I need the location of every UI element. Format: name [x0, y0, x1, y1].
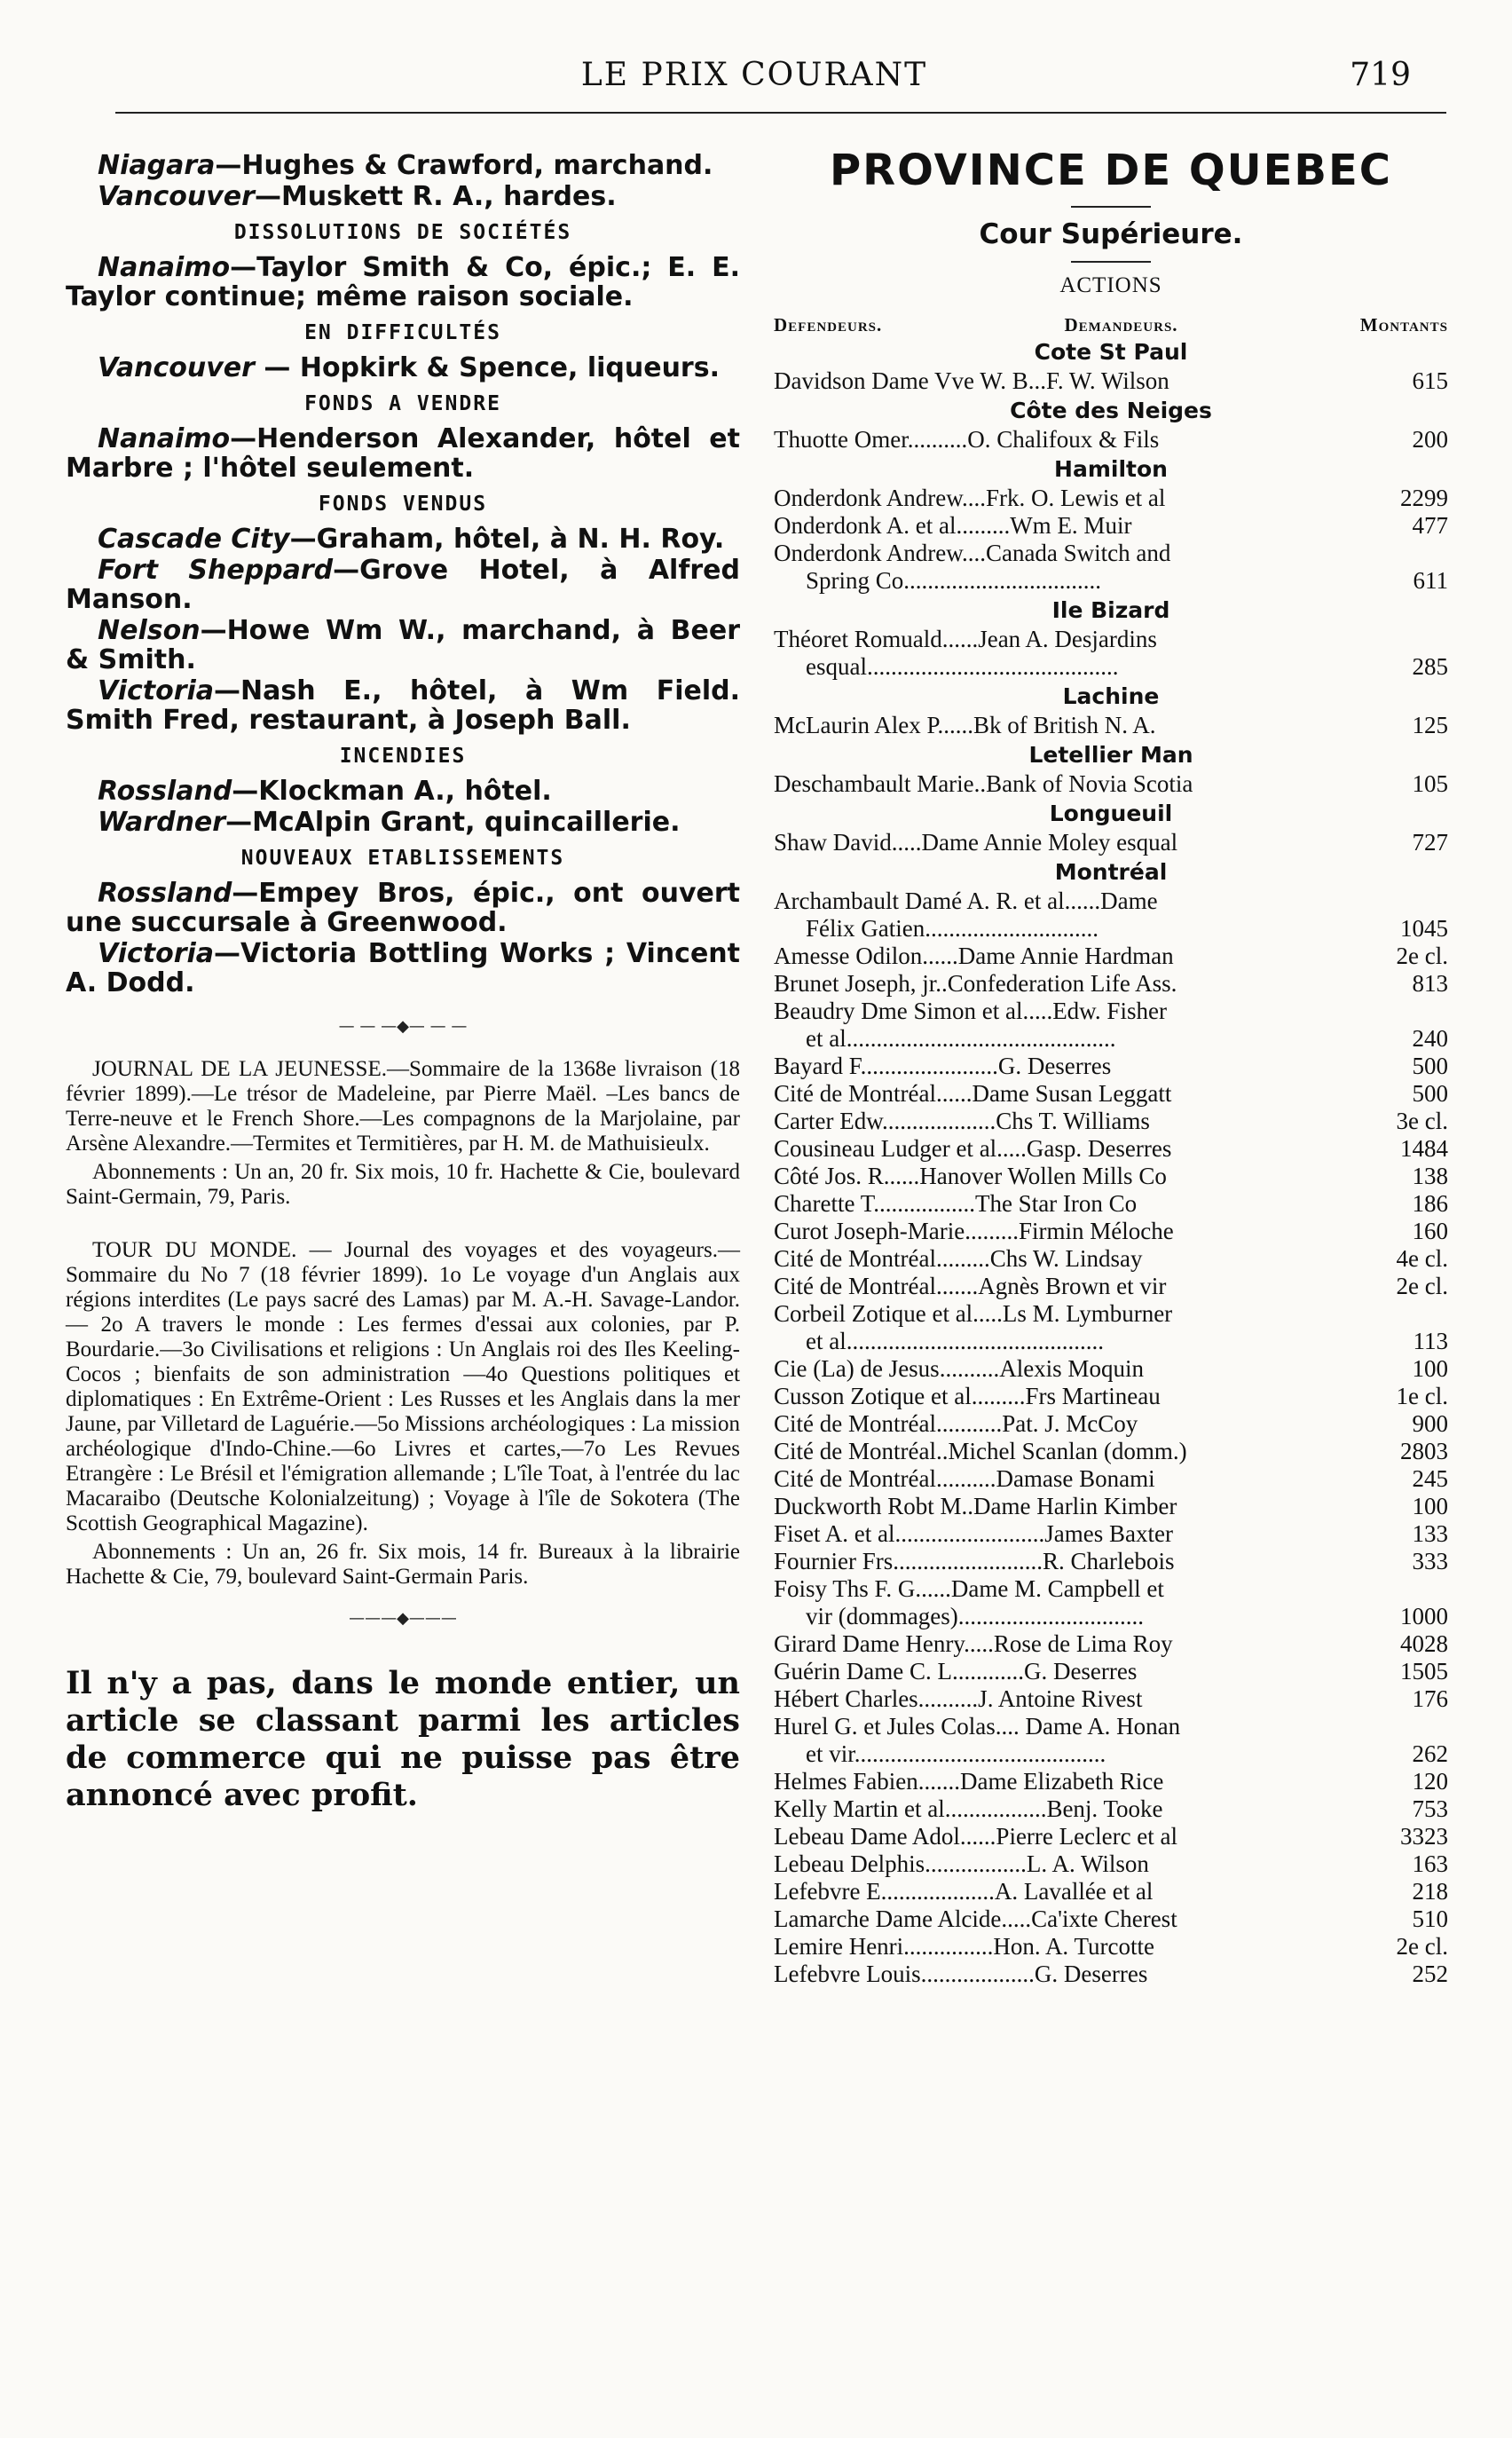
amount: 163 [1412, 1850, 1448, 1877]
ornament-divider: ———◆——— [349, 1609, 457, 1628]
entry-place: Vancouver [98, 352, 255, 383]
action-row [774, 1850, 1448, 1878]
parties-line: Onderdonk Andrew....Frk. O. Lewis et al [774, 485, 1166, 511]
amount: 1505 [1400, 1658, 1448, 1685]
action-row [774, 998, 1448, 1053]
parties-line: Cité de Montréal...........Pat. J. McCoy [774, 1410, 1138, 1437]
parties-line: Cie (La) de Jesus..........Alexis Moquin [774, 1355, 1144, 1382]
action-row [774, 1878, 1448, 1905]
entry-place: Wardner [98, 807, 226, 838]
action-row [774, 1218, 1448, 1245]
action-row [774, 1548, 1448, 1575]
action-parties [774, 1218, 1372, 1245]
entry-text: — Hopkirk & Spence, liqueurs. [254, 352, 720, 383]
amount: 262 [1412, 1740, 1448, 1767]
amount: 2299 [1400, 485, 1448, 511]
entry-place: Victoria [98, 938, 215, 969]
action-parties [774, 1630, 1372, 1658]
entry-place: Nanaimo [98, 252, 231, 283]
action-row [774, 1080, 1448, 1108]
action-row [774, 1108, 1448, 1135]
entry-place: Vancouver [98, 181, 255, 212]
section-heading: DISSOLUTIONS DE SOCIÉTÉS [233, 221, 572, 244]
amount: 100 [1412, 1355, 1448, 1382]
parties-continuation: esqual.......................................... [806, 653, 1119, 680]
listing-entry [66, 525, 740, 554]
entry-text: —Taylor Smith & Co, épic.; E. E. Taylor continue; même raison sociale. [66, 252, 740, 312]
page-title: LE PRIX COURANT [580, 57, 928, 93]
location-heading: Hamilton [1054, 456, 1168, 482]
parties-continuation: Spring Co................................. [806, 567, 1102, 594]
action-row [774, 367, 1448, 395]
amount: 176 [1412, 1685, 1448, 1712]
amount: 125 [1412, 712, 1448, 738]
parties-line: Davidson Dame Vve W. B...F. W. Wilson [774, 367, 1169, 394]
actions-list [774, 339, 1448, 1988]
entry-text: —McAlpin Grant, quincaillerie. [225, 807, 681, 838]
parties-line: Onderdonk A. et al.........Wm E. Muir [774, 512, 1132, 539]
parties-line: Helmes Fabien.......Dame Elizabeth Rice [774, 1768, 1164, 1795]
amount: 753 [1412, 1795, 1448, 1822]
parties-line: Cité de Montréal.......Agnès Brown et vir [774, 1273, 1167, 1299]
col-defendeurs: Defendeurs. [774, 314, 883, 335]
amount: 186 [1412, 1190, 1448, 1217]
action-row [774, 1190, 1448, 1218]
action-parties [774, 1053, 1372, 1080]
location-heading: Letellier Man [1028, 742, 1193, 768]
entry-place: Rossland [98, 878, 232, 909]
action-row [774, 1135, 1448, 1163]
amount: 120 [1412, 1768, 1448, 1795]
action-parties [774, 1713, 1372, 1768]
action-parties [774, 770, 1372, 798]
amount: 100 [1412, 1493, 1448, 1519]
entry-place: Nelson [98, 615, 201, 646]
location-heading: Montréal [1054, 859, 1168, 885]
parties-line: Beaudry Dme Simon et al.....Edw. Fisher [774, 998, 1167, 1024]
amount: 727 [1412, 829, 1448, 856]
parties-line: Côté Jos. R......Hanover Wollen Mills Co [774, 1163, 1167, 1189]
action-row [774, 1493, 1448, 1520]
entry-place: Niagara [98, 150, 216, 181]
page-header [62, 57, 1446, 107]
action-parties [774, 1355, 1372, 1383]
parties-line: Onderdonk Andrew....Canada Switch and [774, 540, 1171, 566]
amount: 160 [1412, 1218, 1448, 1244]
action-row [774, 1905, 1448, 1933]
parties-continuation: et vir.......................................... [806, 1740, 1106, 1767]
action-parties [774, 367, 1372, 395]
action-parties [774, 1878, 1372, 1905]
action-parties [774, 1080, 1372, 1108]
entry-text: —Empey Bros, épic., ont ouvert une succursale à Greenwood. [66, 878, 740, 938]
entry-text: —Victoria Bottling Works ; Vincent A. Dodd. [66, 938, 740, 998]
entry-place: Victoria [98, 675, 215, 706]
action-row [774, 1465, 1448, 1493]
amount: 2e cl. [1396, 943, 1448, 969]
parties-continuation: Félix Gatien............................. [806, 915, 1099, 942]
amount: 218 [1412, 1878, 1448, 1905]
amount: 510 [1412, 1905, 1448, 1932]
entry-place: Rossland [98, 776, 232, 807]
parties-line: Foisy Ths F. G......Dame M. Campbell et [774, 1575, 1164, 1602]
parties-line: Hurel G. et Jules Colas.... Dame A. Honan [774, 1713, 1181, 1740]
action-row [774, 1520, 1448, 1548]
action-parties [774, 1933, 1372, 1961]
action-parties [774, 1575, 1372, 1630]
action-parties [774, 1383, 1372, 1410]
parties-line: Thuotte Omer..........O. Chalifoux & Fils [774, 426, 1160, 453]
parties-line: Duckworth Robt M..Dame Harlin Kimber [774, 1493, 1177, 1519]
amount: 500 [1412, 1053, 1448, 1079]
action-row [774, 540, 1448, 595]
action-row [774, 1575, 1448, 1630]
action-parties [774, 1548, 1372, 1575]
location-heading: Ile Bizard [1051, 597, 1170, 623]
right-column [774, 146, 1448, 1988]
parties-line: Théoret Romuald......Jean A. Desjardins [774, 626, 1157, 652]
parties-line: Deschambault Marie..Bank of Novia Scotia [774, 770, 1193, 797]
header-rule [115, 112, 1446, 114]
listing-entry [66, 616, 740, 675]
action-row [774, 1053, 1448, 1080]
amount: 611 [1413, 567, 1448, 594]
parties-line: Curot Joseph-Marie.........Firmin Méloche [774, 1218, 1174, 1244]
amount: 1000 [1400, 1603, 1448, 1629]
amount: 4e cl. [1396, 1245, 1448, 1272]
listing-entry [66, 424, 740, 483]
action-row [774, 1685, 1448, 1713]
action-parties [774, 1493, 1372, 1520]
column-headers [774, 314, 1448, 336]
action-parties [774, 1658, 1372, 1685]
action-parties [774, 1685, 1372, 1713]
tour-paragraph: TOUR DU MONDE. — Journal des voyages et des voyageurs.—Sommaire du No 7 (18 février 1899). 1o Le voyage d'un Anglais aux régions interdites (Le pays sacré des Lamas) par M. A.-H. Savage-Landor. — 2o A travers le monde : Les fermes d'essai aux colonies, par P. Bourdarie.—3o Civilisations et religions : Un Anglais roi des Iles Keeling-Cocos ; bienfaits de son administration —4o Questions politiques et diplomatiques : En Extrême-Orient : Les Russes et les Anglais dans la mer Jaune, par Villetard de Laguérie.—5o Missions archéologiques : La mission archéologique d'Indo-Chine.—6o Livres et cartes,—7o Les Revues Etrangère : Le Brésil et l'émigration allemande ; L'île Toat, à l'entrée du lac Macaraibo (Deutsche Kolonialzeitung) ; Voyage à l'île de Sokotera (The Scottish Geographical Magazine). [66, 1238, 740, 1535]
action-row [774, 1713, 1448, 1768]
amount: 615 [1412, 367, 1448, 394]
action-row [774, 1961, 1448, 1988]
parties-line: Lebeau Delphis.................L. A. Wilson [774, 1850, 1149, 1877]
parties-line: Lemire Henri...............Hon. A. Turcotte [774, 1933, 1154, 1960]
left-column [66, 151, 740, 1814]
listing-entry [66, 556, 740, 614]
entry-text: —Henderson Alexander, hôtel et Marbre ; l'hôtel seulement. [66, 423, 740, 484]
parties-line: Lefebvre E...................A. Lavallée et al [774, 1878, 1154, 1905]
amount: 500 [1412, 1080, 1448, 1107]
action-parties [774, 1961, 1372, 1988]
entry-text: —Nash E., hôtel, à Wm Field. Smith Fred, restaurant, à Joseph Ball. [66, 675, 740, 736]
amount: 3323 [1400, 1823, 1448, 1850]
amount: 900 [1412, 1410, 1448, 1437]
section-heading: INCENDIES [339, 745, 467, 768]
parties-line: Cousineau Ludger et al.....Gasp. Deserres [774, 1135, 1172, 1162]
location-heading: Longueuil [1049, 801, 1173, 826]
closing-notice: Il n'y a pas, dans le monde entier, un article se classant parmi les articles de commerce qui ne puisse pas être annoncé avec profit. [66, 1665, 740, 1813]
parties-line: Shaw David.....Dame Annie Moley esqual [774, 829, 1178, 856]
action-parties [774, 998, 1372, 1053]
amount: 133 [1412, 1520, 1448, 1547]
parties-line: Kelly Martin et al.................Benj. Tooke [774, 1795, 1163, 1822]
action-row [774, 1355, 1448, 1383]
parties-line: Charette T.................The Star Iron Co [774, 1190, 1138, 1217]
section-heading: FONDS VENDUS [318, 493, 488, 516]
parties-line: Bayard F.......................G. Deserres [774, 1053, 1112, 1079]
action-parties [774, 1795, 1372, 1823]
action-row [774, 1768, 1448, 1795]
entry-place: Nanaimo [98, 423, 231, 454]
action-parties [774, 1300, 1372, 1355]
location-heading: Côte des Neiges [1010, 398, 1212, 423]
action-parties [774, 485, 1372, 512]
action-parties [774, 1465, 1372, 1493]
action-row [774, 1245, 1448, 1273]
entry-text: —Graham, hôtel, à N. H. Roy. [289, 524, 725, 555]
action-row [774, 1795, 1448, 1823]
action-row [774, 1300, 1448, 1355]
section-heading: EN DIFFICULTÉS [304, 321, 501, 344]
parties-line: Lebeau Dame Adol......Pierre Leclerc et al [774, 1823, 1178, 1850]
listing-entry [66, 939, 740, 998]
parties-line: Cité de Montréal......Dame Susan Leggatt [774, 1080, 1172, 1107]
action-parties [774, 1905, 1372, 1933]
action-parties [774, 626, 1372, 681]
action-row [774, 970, 1448, 998]
action-row [774, 712, 1448, 739]
parties-line: McLaurin Alex P......Bk of British N. A. [774, 712, 1156, 738]
amount: 240 [1412, 1025, 1448, 1052]
action-parties [774, 829, 1372, 856]
spacer [66, 1213, 740, 1238]
ornament-divider: — — —◆— — — [338, 1017, 468, 1036]
action-row [774, 1630, 1448, 1658]
action-row [774, 1273, 1448, 1300]
entry-place: Cascade City [98, 524, 290, 555]
action-parties [774, 970, 1372, 998]
amount: 813 [1412, 970, 1448, 997]
court-title: Cour Supérieure. [979, 218, 1243, 250]
parties-line: Cité de Montréal..Michel Scanlan (domm.) [774, 1438, 1187, 1464]
action-parties [774, 1163, 1372, 1190]
action-parties [774, 1245, 1372, 1273]
amount: 1484 [1400, 1135, 1448, 1162]
parties-line: Carter Edw...................Chs T. Williams [774, 1108, 1150, 1134]
amount: 200 [1412, 426, 1448, 453]
entry-text: —Muskett R. A., hardes. [254, 181, 617, 212]
action-parties [774, 888, 1372, 943]
action-parties [774, 943, 1372, 970]
amount: 138 [1412, 1163, 1448, 1189]
action-row [774, 888, 1448, 943]
action-row [774, 1438, 1448, 1465]
actions-heading: ACTIONS [1059, 273, 1162, 297]
action-parties [774, 1190, 1372, 1218]
action-parties [774, 1438, 1372, 1465]
parties-continuation: et al........................................... [806, 1328, 1104, 1354]
parties-line: Guérin Dame C. L............G. Deserres [774, 1658, 1138, 1685]
province-title: PROVINCE DE QUEBEC [829, 146, 1393, 195]
listing-entry [66, 676, 740, 735]
action-parties [774, 1823, 1372, 1850]
action-row [774, 1410, 1448, 1438]
entry-place: Fort Sheppard [98, 555, 334, 586]
listing-entry [66, 879, 740, 937]
parties-line: Lamarche Dame Alcide.....Ca'ixte Cherest [774, 1905, 1177, 1932]
parties-line: Archambault Damé A. R. et al......Dame [774, 888, 1158, 914]
action-row [774, 426, 1448, 454]
action-parties [774, 1135, 1372, 1163]
listing-entry [66, 182, 740, 211]
tour-subscription: Abonnements : Un an, 26 fr. Six mois, 14 fr. Bureaux à la librairie Hachette & Cie, 79, boulevard Saint-Germain Paris. [66, 1540, 740, 1589]
location-heading: Lachine [1062, 683, 1160, 709]
action-parties [774, 426, 1372, 454]
action-parties [774, 512, 1372, 540]
action-row [774, 829, 1448, 856]
divider [1071, 206, 1151, 208]
listing-entry [66, 353, 740, 383]
amount: 3e cl. [1396, 1108, 1448, 1134]
amount: 2e cl. [1396, 1933, 1448, 1960]
amount: 2e cl. [1396, 1273, 1448, 1299]
parties-line: Fiset A. et al.........................James Baxter [774, 1520, 1173, 1547]
amount: 1045 [1400, 915, 1448, 942]
action-parties [774, 1273, 1372, 1300]
amount: 1e cl. [1396, 1383, 1448, 1409]
section-heading: NOUVEAUX ETABLISSEMENTS [240, 847, 565, 870]
col-montants: Montants [1359, 314, 1448, 335]
journal-paragraph: JOURNAL DE LA JEUNESSE.—Sommaire de la 1368e livraison (18 février 1899).—Le trésor de Madeleine, par Pierre Maël. –Les bancs de Terre-neuve et le French Shore.—Les compagnons de la Marjolaine, par Arsène Alexandre.—Termites et Termitières, par H. M. de Mathuisieulx. [66, 1057, 740, 1156]
parties-line: Fournier Frs.........................R. Charlebois [774, 1548, 1175, 1574]
action-row [774, 943, 1448, 970]
action-parties [774, 540, 1372, 595]
amount: 477 [1412, 512, 1448, 539]
parties-line: Amesse Odilon......Dame Annie Hardman [774, 943, 1174, 969]
action-row [774, 1383, 1448, 1410]
section-heading: FONDS A VENDRE [304, 392, 501, 415]
entry-text: —Hughes & Crawford, marchand. [215, 150, 713, 181]
listing-entry [66, 777, 740, 806]
amount: 333 [1412, 1548, 1448, 1574]
listing-entry [66, 253, 740, 312]
action-parties [774, 1850, 1372, 1878]
parties-continuation: vir (dommages)............................... [806, 1603, 1144, 1629]
col-demandeurs: Demandeurs. [1064, 314, 1178, 335]
action-row [774, 512, 1448, 540]
action-parties [774, 712, 1372, 739]
amount: 2803 [1400, 1438, 1448, 1464]
action-row [774, 1823, 1448, 1850]
action-parties [774, 1520, 1372, 1548]
action-row [774, 626, 1448, 681]
amount: 245 [1412, 1465, 1448, 1492]
amount: 285 [1412, 653, 1448, 680]
amount: 113 [1413, 1328, 1448, 1354]
action-row [774, 1163, 1448, 1190]
action-parties [774, 1768, 1372, 1795]
parties-line: Cité de Montréal..........Damase Bonami [774, 1465, 1155, 1492]
parties-line: Cusson Zotique et al.........Frs Martineau [774, 1383, 1161, 1409]
action-row [774, 770, 1448, 798]
entry-text: —Klockman A., hôtel. [232, 776, 552, 807]
action-parties [774, 1410, 1372, 1438]
page-number: 719 [1350, 57, 1411, 93]
parties-line: Lefebvre Louis...................G. Deserres [774, 1961, 1148, 1987]
journal-subscription: Abonnements : Un an, 20 fr. Six mois, 10 fr. Hachette & Cie, boulevard Saint-Germain, 79, Paris. [66, 1160, 740, 1209]
parties-line: Girard Dame Henry.....Rose de Lima Roy [774, 1630, 1173, 1657]
parties-line: Hébert Charles..........J. Antoine Rivest [774, 1685, 1143, 1712]
parties-line: Corbeil Zotique et al.....Ls M. Lymburner [774, 1300, 1173, 1327]
action-row [774, 485, 1448, 512]
entry-text: —Grove Hotel, à Alfred Manson. [66, 555, 740, 615]
location-heading: Cote St Paul [1034, 339, 1188, 365]
amount: 105 [1412, 770, 1448, 797]
amount: 252 [1412, 1961, 1448, 1987]
entry-text: —Howe Wm W., marchand, à Beer & Smith. [66, 615, 740, 675]
parties-continuation: et al............................................. [806, 1025, 1116, 1052]
amount: 4028 [1400, 1630, 1448, 1657]
parties-line: Brunet Joseph, jr..Confederation Life Ass. [774, 970, 1177, 997]
action-row [774, 1933, 1448, 1961]
listing-entry [66, 808, 740, 837]
parties-line: Cité de Montréal.........Chs W. Lindsay [774, 1245, 1143, 1272]
divider [1071, 261, 1151, 263]
action-row [774, 1658, 1448, 1685]
action-parties [774, 1108, 1372, 1135]
listing-entry [66, 151, 740, 180]
